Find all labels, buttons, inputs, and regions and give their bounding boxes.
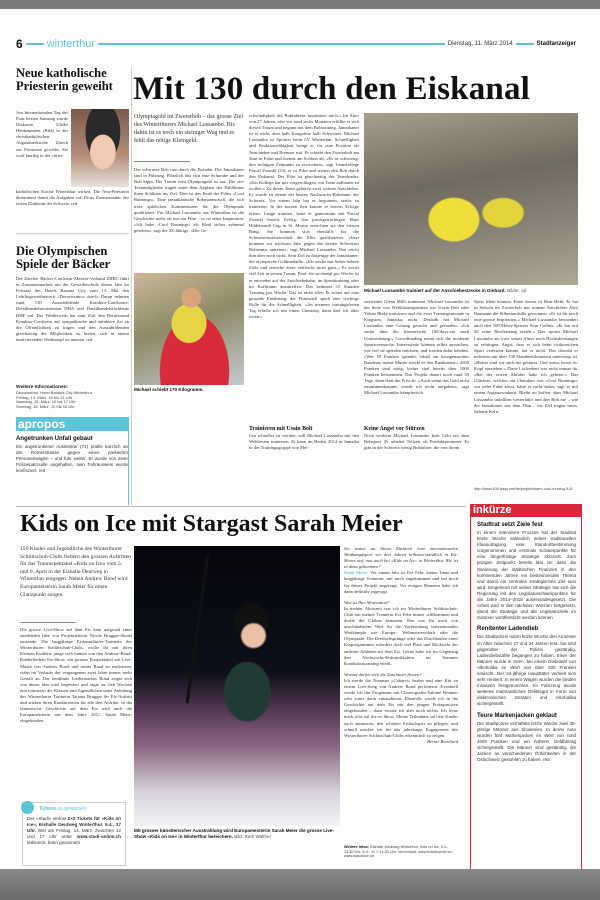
info-line: Sonntag, 16. März, 10 bis 16 Uhr bbox=[16, 403, 75, 409]
article-text: stertrainer Glenn Mills trainieren. Michael Lussambo ist der Seite von Weltklassesprintern wie Usain Bolt oder Yohan Blake trainieren und die zwei Trainingsmonate in Kingston, Jamaika, nicht. Deshalb hat Michael Lussambo eine Lösung gesucht und gefunden: «Ich suche über die Internetseite 100-days.net nach Unterstützung.» Crowdfunding nennt sich die moderne Sponsorensuche. Interessierte können selbst aussuchen, wie viel sie spenden möchten, und werden dafür belohnt. «Wer 50 Franken spendet, erhält ein hausgemachtes Bandeau, meine Mutter strickt es den Bindkasten.» 4500 Franken sind nötig, bisher sind bereits über 1000 Franken beisammen. Das Projekt dauert noch rund 50 Tage, dann läuft die Frist ab. «Auch wenn das Geld nicht zusammenkommt, werde ich nicht aufgeben», sagt Michael Lussambo kämpferisch. bbox=[364, 299, 469, 396]
brief-headline: Teure Markenjacken geklaut bbox=[477, 712, 557, 719]
author: Bernie Bernhard bbox=[427, 738, 458, 744]
section-name: winterthur bbox=[46, 38, 95, 50]
tickets-text-part: Der «Stadi» verlost bbox=[27, 816, 67, 821]
tickets-title-rest: zu gewinnen! bbox=[57, 806, 88, 812]
viewer-top-bar bbox=[0, 0, 600, 9]
lead-divider bbox=[134, 161, 190, 162]
news-brief bbox=[471, 626, 581, 707]
header-rule bbox=[98, 43, 445, 45]
lead-divider bbox=[20, 622, 76, 623]
photo-caption: Michael schiebt 170 Kilogramm. bbox=[134, 387, 204, 392]
portrait-photo bbox=[71, 109, 129, 187]
article-text: Noch verdient Michael Lussambo kein Geld mit dem Bobsport. Er arbeitet Teilzeit als Produktpromoter. Es gibt in der Schweiz wenig Bobfahrer, die von ihrem bbox=[364, 433, 469, 451]
tickets-website-link[interactable]: www.stadi-online.ch bbox=[76, 834, 121, 839]
article-text: Um schneller zu werden, will Michael Lussambo mit den Weltbesten trainieren. Er kann im Herbst 2014 in Jamaika in der Trainingsgruppe von Mei- bbox=[249, 433, 359, 451]
tickets-text-bold: 2×2 Tickets für «Kids on Ice», Eishalle Deutweg Winterthur, 5.4., 17 Uhr. bbox=[27, 816, 121, 833]
photo-credit: Bilder: pd bbox=[507, 288, 527, 293]
interviewee-name: Sarah Meier: bbox=[344, 570, 369, 576]
brief-headline: Renitenter Ladendieb bbox=[477, 626, 539, 633]
ticket-contest-box bbox=[22, 802, 126, 866]
training-photo bbox=[364, 113, 578, 285]
article-text: Am Internationalen Tag der Frau letzten Samstag wurde Diakonin Ulrike Henkenmeier (Bild) in der christkatholischen Augustinerkirche Zürich zur Priesterin geweiht. Sie wird künftig in der christ- bbox=[16, 110, 68, 158]
issue-date: Dienstag, 11. März 2014 bbox=[447, 41, 513, 47]
article-column-2 bbox=[249, 113, 359, 421]
header-rule bbox=[516, 43, 534, 45]
tickets-title-bold: Tickets bbox=[39, 806, 57, 812]
apropos-box bbox=[16, 417, 129, 505]
tickets-text bbox=[27, 816, 121, 846]
lead-text: Olympiagold im Zweierbob – das grosse Ziel des Winterthurers Michael Lussambo. Bis dahin ist es noch ein steiniger Weg und es fehlt das nötige Kleingeld. bbox=[134, 114, 243, 144]
interview-answer: Ich werde die Nummer «Cabaret» laufen und eine Kür zu einem Live-Song von Andrew Bond performen. Eventuell werde ich das Programm mit Choreografin Salomé Brunner oder sonst darin einstudieren. Ebenfalls werde ich in die Geschichte auf dem Eis mit den jungen Protagonisten eingebunden – dazu verrate ich aber noch nichts. Ich freue mich sehr auf die-se Show. Meine Teilnahme soll die Kinder auch animieren, den schönen Eislaufsport zu pflegen, und schnell möchte ich für das jahrelange Engagement des Winterthurer Schlittschuh-Clubs erkenntlich zu zeigen. bbox=[344, 677, 458, 738]
article-text: Die grosse Live-Show auf dem Eis kam aufgrund einer zündenden Idee von Projektleiterin Nicole Brugger-Skoda zustande. Die langjährige Eiskunstläufer-Trainerin des Winterthurer Schlittschuh-Clubs, wollte ihr mit ihren Kleinen Kindern, junge rach bunten von den Andrew-Bond-Kinderliedern Eis-Show, ein grosses Eisspektakel mit Live-Musik von Andrew Bond und seiner Band zu realisieren, rufen im Verlaufe der vergangenen zwei Jahre immer mehr Gestalt an. Der berühmte Liedermacher Bond zeigte sich von dieser Idee total begeistert und sagte zu. Seit Wochen nun trainieren die Klassen und Jugendlichen unter Anleitung des Winterthurer Trainerin Tatjana Brugger ihr Eis-Auftritt und wirken ihren Konkurrenten für alle drei Aufritte. In die fantastische Geschichte auf dem Eis wird auch die Europameisterin aus dem Jahre 2011, Sarah Meier, eingebunden. bbox=[20, 627, 132, 724]
newspaper-page bbox=[0, 9, 600, 869]
in-kuerze-box bbox=[470, 504, 582, 869]
sarah-meier-photo bbox=[134, 546, 340, 826]
caption-text: Michael Lussambo trainiert auf der Anschiebestrecke in Dinhard. bbox=[364, 288, 506, 293]
article-text: Der Zürcher Bäcker-Confiseur-Meister-Verband ZHBC führt in Zusammenarbeit mit der Gewerbeschule dieses Jahr im Festsaal des Hotels Banana City zum 13. Mal den Lehrlingswettbewerb «Decorissimo» durch. Daran nehmen rund 130 Auszubildende Konditor-Confiseure, Detailhandelsassistenten DHA und Detailhandelsfachleute DHF teil. Der Wettbewerb hat zum Ziel, den Berufsstand Konditor-Confiseur auf sympathische und attraktive Art an die Öffentlichkeit zu tragen und den Auszubildenden gleichzeitig die Möglichkeit zu bieten, sich in einem motivierenden Wettkampf zu messen. red bbox=[16, 276, 129, 342]
tickets-text-part: Wer am Freitag, 14. März, zwischen 12 und 17 Uhr unter bbox=[27, 828, 121, 839]
news-brief bbox=[471, 713, 581, 764]
apropos-text: Ein angetrunkener Autolenker (71) prallte kürzlich an der Römerstrasse gegen einen parkierten Personenwagen – und fuhr weiter. Er wurde von einer Polizeipatrouille angehalten, sein Fahrausweis wurde konfisziert. red bbox=[16, 444, 128, 473]
photo-credit: Bild: Ruth Walther bbox=[234, 834, 272, 839]
project-link[interactable]: http://www.100-days.net/de/projekt/warm-cool-running-5-8/ bbox=[474, 487, 573, 491]
article-column-4 bbox=[474, 299, 578, 485]
article-text: Sport leben können. Einer davon ist Beat Hefti. Er hat in Sotschi im Zweierbob mit seinem Anschieber Alex Baumann die Silbermedaille gewonnen. «Er ist für mich eine grosse Inspiration.» Michael Lussambo bewundert auch den 100-Meter-Sprinter Kim Collins: «Er hat mit 36 seine Bestleistung erzielt.» Das spornt Michael Lussambo an, trotz seines Alters noch Höchstleistungen zu erbringen. Angst, dass er sich beim risikoreichen Sport verletzen könnte, hat er nicht. Das obwohl er teilweise mit über 130 Stundenkilometern unterwegs ist. «Bisher sind wir auch nie gestürzt. Und wenn, heisst es: Kopf einziehen.» Diese Lockerheit war nicht immer da. «Bei der ersten Abfahrt habe ich gebetet.» Das Glücksei, welches ein Charakter von «Cool Runnings» vor jeder Fahrt küsst, hätte er nicht dabei, sagt er mit einem Augenzwinkern. Bleibt zu hoffen, dass Michael Lussambo unfallfrei weiterfährt und den Bob nie – wie die Jamaikaner aus dem Film – ins Ziel tragen muss. Salome Kern bbox=[474, 299, 578, 414]
caption-text: Mit grosser künstlerischer Ausstrahlung wird Europameisterin Sarah Meier die grosse Live-Show «Kids on Ice» in Winterthur bereichern. bbox=[134, 828, 334, 839]
interview-answer: Vor einem Jahr ist Evi Fehr, meine Tante und langjährige Trainerin, mit mich zugekommen und hat mich für dieses Projekt angefragt. Vor einigen Monaten habe ich dann definitiv zugesagt. bbox=[344, 570, 458, 594]
interview-question: Worauf dürfen sich die Zuschauer freuen? bbox=[344, 671, 422, 677]
photo-caption bbox=[134, 828, 340, 840]
photo-caption bbox=[364, 288, 578, 293]
info-line: Samstag, 15. März, 10 bis 17 Uhr bbox=[16, 399, 76, 405]
info-title: Weitere Infos: bbox=[344, 845, 370, 849]
event-info bbox=[344, 845, 458, 859]
info-line: Decorissimo, Hotel Banana City Winterthur bbox=[16, 390, 93, 395]
interview-column bbox=[344, 546, 458, 841]
headline-priesterin: Neue katholische Priesterin geweiht bbox=[16, 66, 113, 93]
info-title: Weitere Informationen: bbox=[16, 385, 69, 390]
subheading: Keine Angst vor Stürzen bbox=[364, 426, 425, 432]
article-column-3 bbox=[364, 299, 469, 421]
column-rule bbox=[131, 67, 132, 505]
section-divider bbox=[16, 506, 466, 507]
info-text: Eishalle Deutweg Winterthur, Kids on Ice, 5.4., 13.30 Uhr, 6.4., 11 + 14.30 Uhr. Vorverkauf: www.ticketcorner.ch, www.kidsonice.ch bbox=[344, 845, 453, 858]
header-rule bbox=[26, 43, 44, 45]
page-number: 6 bbox=[16, 37, 23, 51]
in-kuerze-label: inkürze bbox=[471, 504, 581, 517]
brief-text: In einem intensiven Prozess hat der Stadtrat letzte Woche anlässlich seiner traditionellen Klausurtagung eine Standortbestimmung vorgenommen und erstmals Schwerpunkte für eine längerfristige Strategie skizziert. Zum jetzigen Zeitpunkt bereits klar ist, dass die Sanierung der städtischen Finanzen in den kommenden Jahren ein bestimmendes Thema und damit ein zentrales strategisches Ziel sein wird. Eingehend mit seiner Strategie hat sich die Regierung mit den Legislaturschwerpunkten für die Jahre 2014–2018 auseinandergesetzt. Die Arbeit wird in den nächsten Wochen fortgesetzt, damit die Strategie und die Legislaturziele im Sommer veröffentlicht werden können. bbox=[477, 530, 576, 621]
tickets-title bbox=[39, 806, 121, 812]
info-line: Freitag, 14. März, 10 bis 21 Uhr bbox=[16, 394, 73, 400]
article-text: katholischen Kirche Winterthur wirken. Die Neu-Priesterin übernimmt damit die Aufgaben von Doris Zimmermann, der ersten Diakonin der Schweiz. red bbox=[16, 189, 129, 207]
tickets-text-part: teilnimmt, kann gewinnen! bbox=[27, 840, 81, 845]
headline-eiskanal: Mit 130 durch den Eiskanal bbox=[133, 71, 531, 107]
brief-headline: Stadtrat setzt Ziele fest bbox=[477, 522, 543, 528]
article-column-2b bbox=[249, 423, 359, 451]
brief-text: Die Stadtpolizei verhaftete letzte Woche zwei 35-jährige Männer aus Slowenien. In deren Auto wurden fünf Markenjacken im Wert von rund 4000 Franken und ein höherer Geldbetrag sichergestellt. Die Männer sind geständig, die Jacken an verschiedenen Örtlichkeiten in der Ostschweiz gestohlen zu haben. red bbox=[477, 720, 576, 763]
headline-baecker: Die Olympischen Spiele der Bäcker bbox=[16, 244, 111, 271]
info-lines bbox=[16, 391, 129, 409]
interview-question: Was ist Ihre Motivation? bbox=[344, 599, 390, 605]
subheading: Trainieren mit Usain Bolt bbox=[249, 426, 313, 432]
page-header bbox=[16, 37, 576, 51]
newspaper-name: Stadtanzeiger bbox=[536, 41, 576, 47]
brief-text: Die Stadtpolizei nahm letzte Woche drei Armenier im Alter zwischen 27 und 34 Jahren fest. Sie sind gegenüber der Polizei geständig, Ladendiebstähle begangen zu haben. Einer der Männer wurde in Seen, bei einem Diebstahl von Alkoholika im Wert von über 200 Franken erwischt. Der 34-jährige Haupttäter verhielt sich sehr renitent. In einem Wagen wurden die beiden Insassen festgenommen. Im Fahrzeug wurde weiteres mutmassliches Deliktsgut in Form von elektronischen Geräten und Alkoholika sichergestellt. bbox=[477, 634, 576, 707]
article-text: schwindigkeit des Bobfahrens faszinierte mich.» Im Alter von 27 Jahren, also vor rund sechs Monaten erfüllte er sich diesen Traum und begann mit dem Bobtraining. Jamaikaner ist er nicht, aber halb Kongolese halb Schweizer. Michael Lussambo ist Sprinter beim LV Winterthur. Schnelligkeit und Reaktionsfähigkeit bringt er für eine Position als Anschieber und Bremser mit. Er schiebt den Zweierbob am Start in Fahrt und bremst am Schluss ab. «Es ist schwierig, den richtigen Zeitpunkt zu erwischen», sagt Teamkollege Pascal Zwenkl (23), er ist Pilot und steuert den Bob durch den Eiskanal. Der Pilot ist gleichzeitig der Teamleader. «Ein Kollege hat mir vorgeschlagen, ein Team aufbauen zu wollen.» Zu ihrem Team gehören zwei weitere Anschieber. Er wurde zu einem der besten Nachwuchs-Bobteams der Schweiz. Vor einem Jahr hat er begonnen, seriös zu trainieren. In der kurzen Zeit konnte er bereits Erfolge feiern. Lange trainiert, hatte er gemeinsam mit Pascal Zwenkl bereits Erfolg. Am prestigeträchtigen Hans Hildebrandt Cup in St. Moritz erreichten sie den vierten Rang. Sie konnten sich ebenfalls für die Schweizermeisterschaft der Elite qualifizieren. «Jetzt konnten wir nächstes Jahr gegen die besten Schweizer Bobteams antreten», sagt Michael Lussambo. Das reicht ihm aber noch nicht. Sein Ziel ist dasjenige der Jamaikaner: die olympische Goldmedaille. «Ich stecke mir lieber höhere Ziele und erreiche diese vielleicht nicht ganz.» Er steckt viel Zeit in seinen Traum: Fünf- bis sechsmal pro Woche ist er entweder auf der Anschiebebahn, im Sprinttraining oder im Kraftraum anzutreffen. Das bedeutet 15 Stunden Training pro Woche. Das ist nicht alles: Er achtet auf eine gesunde Ernährung, der Fitnessteil spielt eine wichtige Rolle für die Schnelligkeit. «An meinem trainingsfreien Tag erholte ich mir einen Cheatday, dann darf ich alles essen.» bbox=[249, 113, 359, 320]
news-brief bbox=[471, 522, 581, 621]
interview-question: Sie traten an Ihrem Rücktritt vom internationalen Wettkampfsport vor drei Jahren selbstverständlich in Eis-Shows auf, nun auch bei «Kids on Ice» in Winterthur. Wie ist es dazu gekommen? bbox=[344, 546, 458, 570]
article-column-3b bbox=[364, 423, 469, 451]
tickets-badge-icon bbox=[21, 801, 34, 814]
bob-photo bbox=[134, 273, 244, 385]
apropos-label: apropos bbox=[16, 417, 128, 431]
article-column-1: Der schwarze Bob rast durch die Eisbahn. Die Jamaikaner sind in Führung. Plötzlich löst sich eine Schraube und der Bob kippt. Der Traum vom Olympiagold ist aus. Die vier Teammitglieder tragen unter dem Applaus des Publikums ihren Schlitten ins Ziel. Dies ist das Ende des Films «Cool Runnings». Eine jamaikanische Bobmannschaft, die sich trotz spärlichen Kommentaren für die Olympiade qualifiziert. Für Michael Lussambo aus Winterthur ist die Geschichte mehr als nur ein Film – es ist seine Inspiration. «Ich habe ‹Cool Runnings› als Kind sicher zehnmal gesehen», sagt der 28-Jährige. «Die Ge- bbox=[134, 167, 244, 233]
interview-answer: In meiner Aktivzeit war ich im Winterthurer Schlittschuh-Club mit meiner Trainerin Evi Fehr immer willkommen und durfte die Globen benutzen. Das war für mich von unschätzbarem Wert für die Vorbereitung internationaler Wettkämpfe wie Europa-, Weltmeisterschaft oder die Olympiade. Die Dreifachsprünge oder das Durchlaufen eines Kurprogrammes erfordert doch viel Platz und Rücksicht der anderen Athleten auf dem Eis. Gerne habe ich im Gegenzug den Nachwuchs-Eiskunstläufern im Sommer Konditionstraining erteilt. bbox=[344, 605, 458, 666]
viewer-bottom-bar bbox=[0, 869, 600, 900]
headline-kids-on-ice: Kids on Ice mit Stargast Sarah Meier bbox=[20, 511, 403, 537]
lead-text: 150 Kinder und Jugendliche des Winterthurer Schlittschuh-Clubs fiebern den grossen Auftritten für das Traumspektakel «Kids on Ice» vom 5. und 6. April in der Eishalle Deutweg in Winterthur entgegen. Neben Andrew Bond wird Europameisterin Sarah Meier für einen Glanzpunkt sorgen. bbox=[20, 546, 131, 598]
apropos-headline: Angetrunken Unfall gebaut bbox=[16, 436, 93, 442]
divider bbox=[16, 233, 129, 234]
